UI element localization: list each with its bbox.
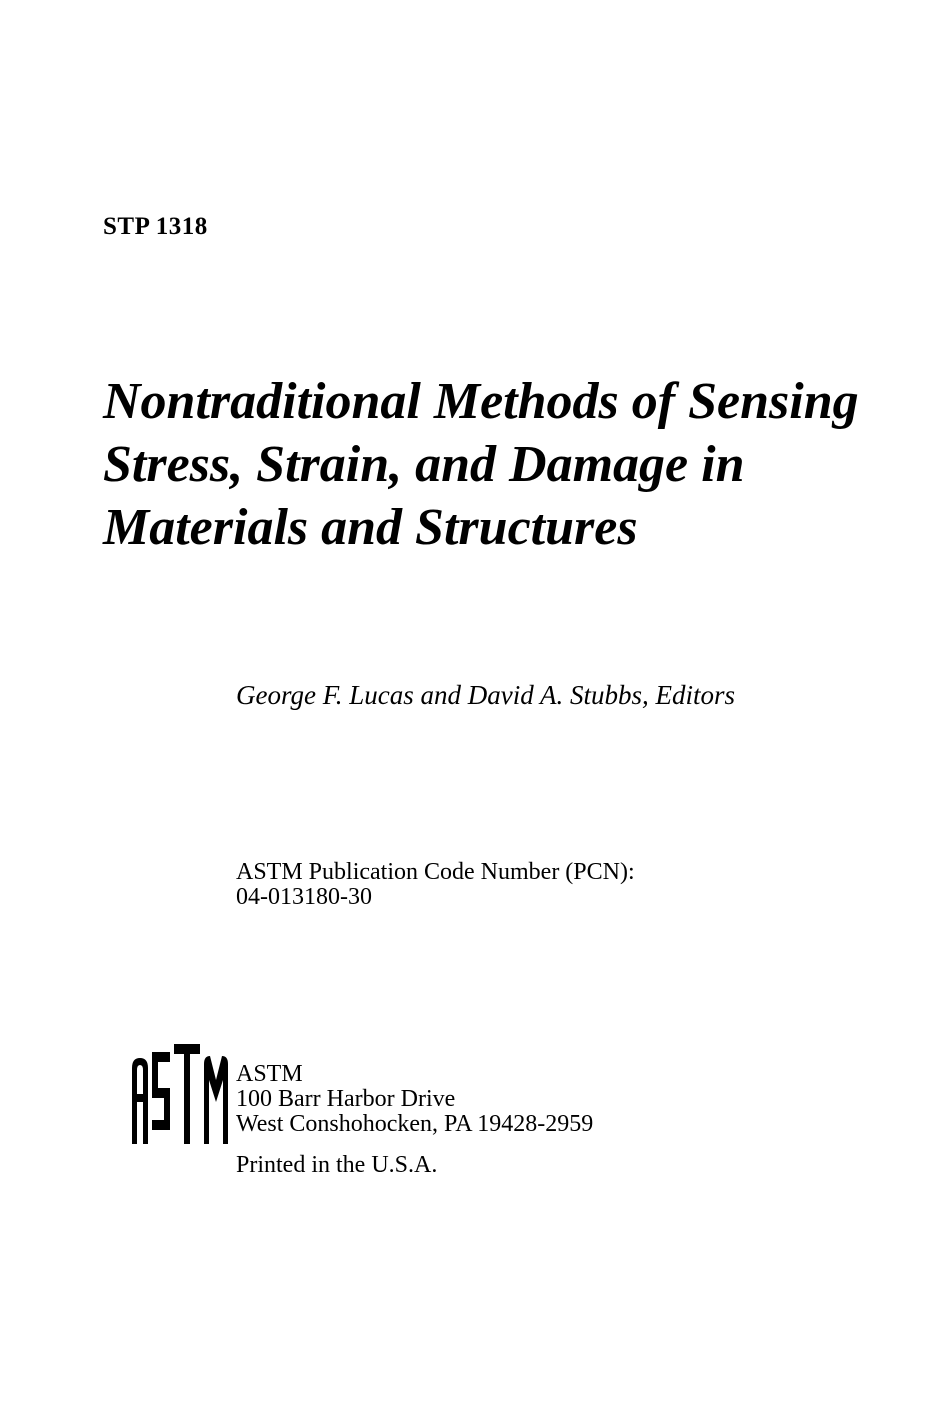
printed-note: Printed in the U.S.A. <box>236 1152 438 1178</box>
publication-code-block <box>236 860 635 910</box>
address-city: West Conshohocken, PA 19428-2959 <box>236 1111 594 1137</box>
title-line-2: Stress, Strain, and Damage in <box>103 436 745 493</box>
astm-logo-icon <box>130 1044 230 1144</box>
editors: George F. Lucas and David A. Stubbs, Editors <box>236 680 735 710</box>
address-org: ASTM <box>236 1061 303 1087</box>
address-street: 100 Barr Harbor Drive <box>236 1086 456 1112</box>
book-title <box>103 370 859 559</box>
pcn-label: ASTM Publication Code Number (PCN): <box>236 859 635 885</box>
series-code: STP 1318 <box>103 213 208 240</box>
title-line-1: Nontraditional Methods of Sensing <box>103 373 859 430</box>
pcn-number: 04-013180-30 <box>236 884 372 910</box>
publisher-address <box>236 1062 593 1137</box>
title-line-3: Materials and Structures <box>103 499 638 556</box>
